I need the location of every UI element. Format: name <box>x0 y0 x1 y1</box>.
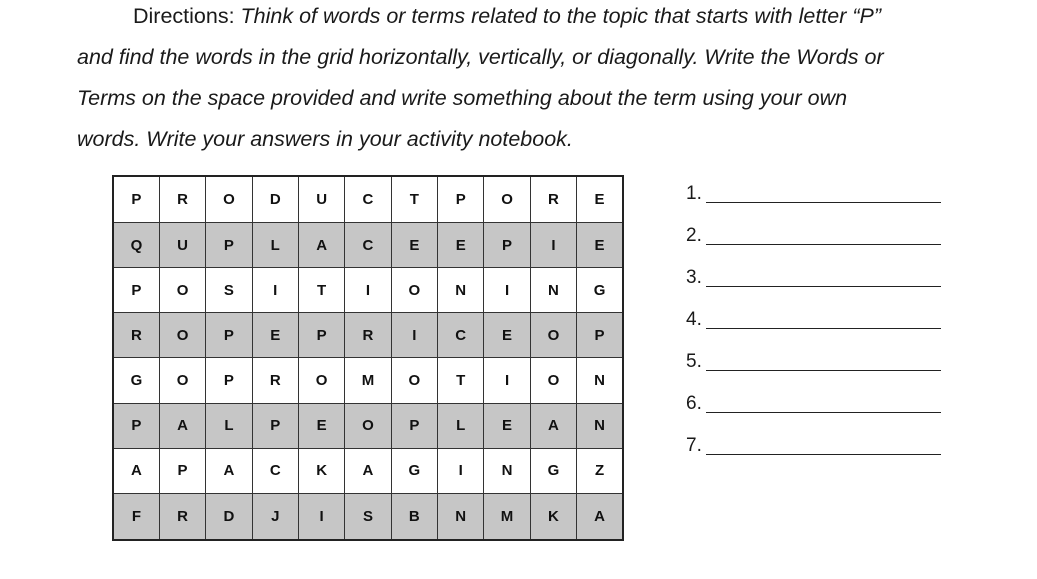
grid-cell[interactable]: U <box>298 176 344 222</box>
grid-cell[interactable]: A <box>113 448 159 493</box>
grid-cell[interactable]: I <box>530 222 576 267</box>
grid-cell[interactable]: K <box>298 448 344 493</box>
answer-line-6[interactable] <box>686 394 941 413</box>
grid-cell[interactable]: O <box>391 358 437 403</box>
grid-cell[interactable]: R <box>530 176 576 222</box>
answer-blank[interactable] <box>706 352 941 371</box>
answer-blank[interactable] <box>706 394 941 413</box>
directions-line-1-text: Think of words or terms related to the topic that starts with letter “P” <box>240 4 882 28</box>
grid-cell[interactable]: A <box>298 222 344 267</box>
grid-cell[interactable]: L <box>206 403 252 448</box>
grid-cell[interactable]: G <box>113 358 159 403</box>
grid-cell[interactable]: U <box>159 222 205 267</box>
grid-cell[interactable]: C <box>252 448 298 493</box>
grid-cell[interactable]: K <box>530 493 576 540</box>
directions-line-4: words. Write your answers in your activity notebook. <box>77 127 573 151</box>
grid-cell[interactable]: E <box>391 222 437 267</box>
answer-line-5[interactable] <box>686 352 941 371</box>
grid-cell[interactable]: R <box>159 176 205 222</box>
grid-cell[interactable]: D <box>252 176 298 222</box>
grid-cell[interactable]: R <box>345 313 391 358</box>
grid-cell[interactable]: P <box>577 313 623 358</box>
grid-row <box>113 403 623 448</box>
grid-cell[interactable]: A <box>206 448 252 493</box>
grid-cell[interactable]: P <box>206 313 252 358</box>
grid-cell[interactable]: I <box>252 268 298 313</box>
grid-cell[interactable]: C <box>345 176 391 222</box>
grid-row <box>113 268 623 313</box>
grid-cell[interactable]: E <box>577 176 623 222</box>
grid-cell[interactable]: P <box>206 358 252 403</box>
word-search-grid <box>112 175 624 541</box>
grid-cell[interactable]: O <box>345 403 391 448</box>
grid-cell[interactable]: P <box>113 403 159 448</box>
grid-cell[interactable]: A <box>345 448 391 493</box>
grid-cell[interactable]: E <box>577 222 623 267</box>
grid-cell[interactable]: O <box>206 176 252 222</box>
grid-cell[interactable]: P <box>206 222 252 267</box>
grid-cell[interactable]: P <box>159 448 205 493</box>
grid-cell[interactable]: R <box>159 493 205 540</box>
grid-cell[interactable]: J <box>252 493 298 540</box>
answer-blank[interactable] <box>706 310 941 329</box>
answer-line-1[interactable] <box>686 184 941 203</box>
grid-cell[interactable]: A <box>530 403 576 448</box>
grid-cell[interactable]: N <box>438 493 484 540</box>
directions-line-2: and find the words in the grid horizontally, vertically, or diagonally. Write the Words or <box>77 45 884 69</box>
grid-cell[interactable]: E <box>298 403 344 448</box>
grid-cell[interactable]: C <box>345 222 391 267</box>
grid-cell[interactable]: L <box>252 222 298 267</box>
grid-cell[interactable]: R <box>252 358 298 403</box>
grid-cell[interactable]: T <box>391 176 437 222</box>
answer-line-4[interactable] <box>686 310 941 329</box>
grid-cell[interactable]: O <box>530 358 576 403</box>
answer-line-7[interactable] <box>686 436 941 455</box>
grid-cell[interactable]: R <box>113 313 159 358</box>
answer-number: 5. <box>686 351 702 372</box>
grid-cell[interactable]: O <box>159 358 205 403</box>
answer-line-2[interactable] <box>686 226 941 245</box>
grid-cell[interactable]: O <box>159 268 205 313</box>
grid-cell[interactable]: P <box>298 313 344 358</box>
grid-cell[interactable]: T <box>438 358 484 403</box>
grid-cell[interactable]: M <box>484 493 530 540</box>
directions-label: Directions: <box>133 4 241 28</box>
grid-cell[interactable]: C <box>438 313 484 358</box>
directions-line-3: Terms on the space provided and write something about the term using your own <box>77 86 848 110</box>
grid-cell[interactable]: P <box>484 222 530 267</box>
answer-number: 6. <box>686 393 702 414</box>
grid-cell[interactable]: O <box>530 313 576 358</box>
answer-number: 2. <box>686 225 702 246</box>
grid-cell[interactable]: P <box>113 176 159 222</box>
answer-blank[interactable] <box>706 268 941 287</box>
grid-cell[interactable]: N <box>530 268 576 313</box>
grid-cell[interactable]: P <box>113 268 159 313</box>
answer-line-3[interactable] <box>686 268 941 287</box>
answer-number: 1. <box>686 183 702 204</box>
grid-row <box>113 493 623 540</box>
grid-cell[interactable]: Z <box>577 448 623 493</box>
grid-cell[interactable]: P <box>438 176 484 222</box>
grid-cell[interactable]: B <box>391 493 437 540</box>
grid-cell[interactable]: E <box>438 222 484 267</box>
grid-cell[interactable]: D <box>206 493 252 540</box>
answer-blank[interactable] <box>706 436 941 455</box>
grid-row <box>113 313 623 358</box>
grid-cell[interactable]: P <box>252 403 298 448</box>
grid-cell[interactable]: Q <box>113 222 159 267</box>
grid-cell[interactable]: N <box>438 268 484 313</box>
grid-cell[interactable]: E <box>252 313 298 358</box>
answer-number: 3. <box>686 267 702 288</box>
grid-cell[interactable]: O <box>391 268 437 313</box>
grid-cell[interactable]: O <box>159 313 205 358</box>
grid-cell[interactable]: N <box>577 358 623 403</box>
grid-cell[interactable]: I <box>298 493 344 540</box>
grid-row <box>113 448 623 493</box>
grid-cell[interactable]: E <box>484 313 530 358</box>
grid-cell[interactable]: N <box>484 448 530 493</box>
grid-cell[interactable]: O <box>484 176 530 222</box>
grid-cell[interactable]: S <box>345 493 391 540</box>
grid-cell[interactable]: I <box>484 358 530 403</box>
grid-cell[interactable]: I <box>345 268 391 313</box>
grid-cell[interactable]: T <box>298 268 344 313</box>
grid-cell[interactable]: E <box>484 403 530 448</box>
grid-row <box>113 358 623 403</box>
answer-number: 7. <box>686 435 702 456</box>
grid-cell[interactable]: L <box>438 403 484 448</box>
grid-cell[interactable]: I <box>391 313 437 358</box>
grid-cell[interactable]: O <box>298 358 344 403</box>
grid-cell[interactable]: A <box>577 493 623 540</box>
grid-cell[interactable]: I <box>438 448 484 493</box>
grid-cell[interactable]: G <box>530 448 576 493</box>
grid-cell[interactable]: M <box>345 358 391 403</box>
grid-row <box>113 222 623 267</box>
grid-cell[interactable]: I <box>484 268 530 313</box>
grid-row <box>113 176 623 222</box>
answer-blank[interactable] <box>706 184 941 203</box>
grid-cell[interactable]: G <box>577 268 623 313</box>
grid-cell[interactable]: P <box>391 403 437 448</box>
answer-number: 4. <box>686 309 702 330</box>
grid-cell[interactable]: F <box>113 493 159 540</box>
grid-cell[interactable]: S <box>206 268 252 313</box>
directions-line-1 <box>133 6 881 28</box>
grid-cell[interactable]: N <box>577 403 623 448</box>
grid-cell[interactable]: G <box>391 448 437 493</box>
answer-blank[interactable] <box>706 226 941 245</box>
grid-cell[interactable]: A <box>159 403 205 448</box>
